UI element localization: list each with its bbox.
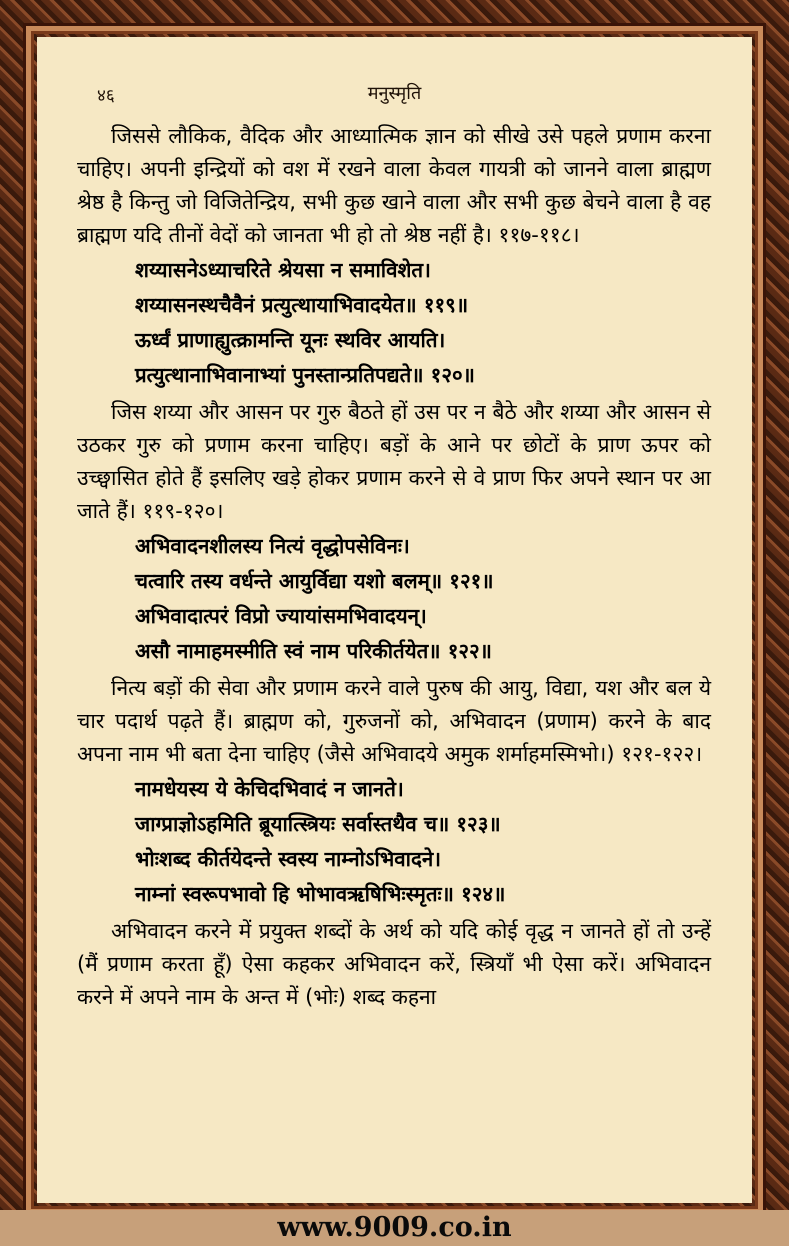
page-content — [77, 120, 711, 1014]
paragraph: अभिवादन करने में प्रयुक्त शब्दों के अर्थ को यदि कोई वृद्ध न जानते हों तो उन्हें (मैं प्रणाम करता हूँ) ऐसा कहकर अभिवादन करें, स्त्रियाँ भी ऐसा करें। अभिवादन करने में अपने नाम के अन्त में (भोः) शब्द कहना — [77, 919, 711, 1009]
running-title: मनुस्मृति — [367, 83, 422, 104]
verse-line: शय्यासनेऽध्याचरिते श्रेयसा न समाविशेत। — [135, 258, 431, 282]
verse-line: नामधेयस्य ये केचिदभिवादं न जानते। — [135, 777, 404, 801]
verse-line: असौ नामाहमस्मीति स्वं नाम परिकीर्तयेत॥ १२२॥ — [135, 639, 492, 663]
page-number: ४६ — [97, 86, 115, 106]
paragraph: जिस शय्या और आसन पर गुरु बैठते हों उस पर न बैठे और शय्या और आसन से उठकर गुरु को प्रणाम करना चाहिए। बड़ों के आने पर छोटों के प्राण ऊपर को उच्छ्वासित होते हैं इसलिए खड़े होकर प्रणाम करने से वे प्राण फिर अपने स्थान पर आ जाते हैं। ११९-१२०। — [77, 400, 711, 523]
verse-line: प्रत्युत्थानाभिवानाभ्यां पुनस्तान्प्रतिपद्यते॥ १२०॥ — [135, 363, 475, 387]
verse-block — [77, 253, 711, 393]
verse-block — [77, 772, 711, 912]
verse-line: भोःशब्द कीर्तयेदन्ते स्वस्य नाम्नोऽभिवादने। — [135, 847, 441, 871]
website-link[interactable]: www.9009.co.in — [0, 1210, 789, 1246]
verse-block — [77, 529, 711, 669]
paragraph: नित्य बड़ों की सेवा और प्रणाम करने वाले पुरुष की आयु, विद्या, यश और बल ये चार पदार्थ पढ़ते हैं। ब्राह्मण को, गुरुजनों को, अभिवादन (प्रणाम) करने के बाद अपना नाम भी बता देना चाहिए (जैसे अभिवादये अमुक शर्माहमस्मिभो।) १२१-१२२। — [77, 676, 711, 766]
verse-line: ऊर्ध्वं प्राणाह्युत्क्रामन्ति यूनः स्थविर आयति। — [135, 328, 446, 352]
verse-line: अभिवादात्परं विप्रो ज्यायांसमभिवादयन्। — [135, 604, 427, 628]
verse-line: नाम्नां स्वरूपभावो हि भोभावऋषिभिःस्मृतः॥ १२४॥ — [135, 882, 506, 906]
page-header — [71, 37, 718, 106]
verse-line: जाग्प्राज्ञोऽहमिति ब्रूयात्स्त्रियः सर्वास्तथैव च॥ १२३॥ — [135, 812, 501, 836]
verse-line: शय्यासनस्थचैवैनं प्रत्युत्थायाभिवादयेत॥ ११९॥ — [135, 293, 469, 317]
verse-line: चत्वारि तस्य वर्धन्ते आयुर्विद्या यशो बलम्॥ १२१॥ — [135, 569, 494, 593]
paragraph: जिससे लौकिक, वैदिक और आध्यात्मिक ज्ञान को सीखे उसे पहले प्रणाम करना चाहिए। अपनी इन्द्रियों को वश में रखने वाला केवल गायत्री को जानने वाला ब्राह्मण श्रेष्ठ है किन्तु जो विजितेन्द्रिय, सभी कुछ खाने वाला और सभी कुछ बेचने वाला है वह ब्राह्मण यदि तीनों वेदों को जानता भी हो तो श्रेष्ठ नहीं है। ११७-११८। — [77, 124, 711, 247]
verse-line: अभिवादनशीलस्य नित्यं वृद्धोपसेविनः। — [135, 534, 410, 558]
